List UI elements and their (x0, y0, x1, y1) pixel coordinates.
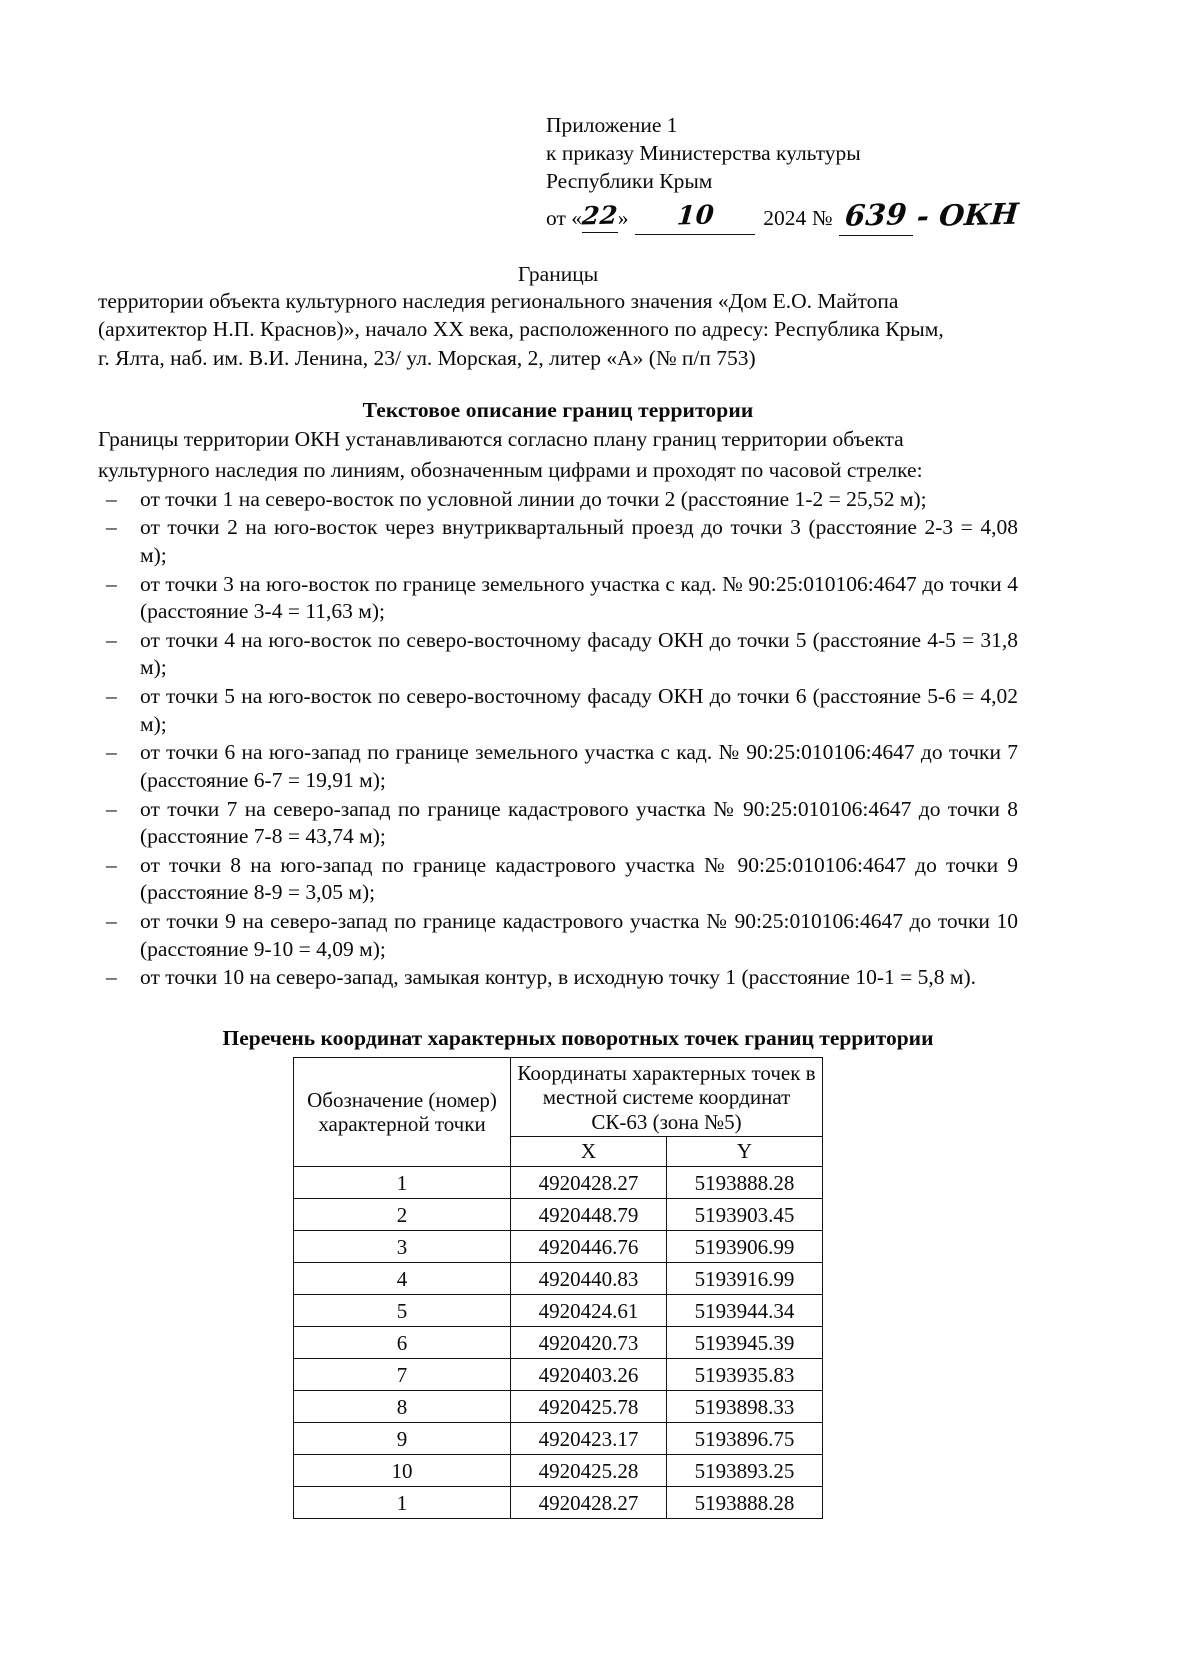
table-row (294, 1455, 823, 1487)
table-row (294, 1167, 823, 1199)
header-coordinates: Координаты характерных точек в местной системе координат СК-63 (зона №5) (511, 1057, 823, 1136)
header-x: X (511, 1137, 667, 1167)
title-body-line-2: (архитектор Н.П. Краснов)», начало XX века, расположенного по адресу: Республика Крым, (98, 317, 944, 342)
list-item (98, 486, 1018, 514)
dash-marker: – (106, 740, 117, 765)
list-item (98, 683, 1018, 738)
list-item-text: от точки 10 на северо-запад, замыкая контур, в исходную точку 1 (расстояние 10-1 = 5,8 м). (140, 965, 977, 990)
list-item (98, 514, 1018, 569)
cell-x: 4920420.73 (511, 1327, 667, 1359)
order-number-suffix: - ОКН (915, 196, 1020, 234)
cell-y: 5193903.45 (667, 1199, 823, 1231)
cell-y: 5193916.99 (667, 1263, 823, 1295)
cell-y: 5193888.28 (667, 1487, 823, 1519)
table-row (294, 1295, 823, 1327)
table-row (294, 1199, 823, 1231)
appendix-line-3: Республики Крым (546, 168, 713, 193)
cell-x: 4920428.27 (511, 1487, 667, 1519)
cell-x: 4920425.78 (511, 1391, 667, 1423)
dash-marker: – (106, 571, 117, 596)
month-slot (635, 200, 755, 235)
dash-marker: – (106, 796, 117, 821)
dash-marker: – (106, 965, 117, 990)
list-item-text: от точки 7 на северо-запад по границе кадастрового участка № 90:25:010106:4647 до точки 8 (расстояние 7-8 = 43,74 м); (140, 796, 1018, 849)
cell-x: 4920440.83 (511, 1263, 667, 1295)
cell-y: 5193896.75 (667, 1423, 823, 1455)
cell-x: 4920428.27 (511, 1167, 667, 1199)
day-slot (582, 200, 618, 234)
dash-marker: – (106, 627, 117, 652)
list-item (98, 796, 1018, 851)
cell-point: 10 (294, 1455, 511, 1487)
cell-point: 7 (294, 1359, 511, 1391)
cell-y: 5193945.39 (667, 1327, 823, 1359)
appendix-line-2: к приказу Министерства культуры (546, 140, 861, 165)
cell-x: 4920403.26 (511, 1359, 667, 1391)
cell-y: 5193898.33 (667, 1391, 823, 1423)
list-item-text: от точки 3 на юго-восток по границе земельного участка с кад. № 90:25:010106:4647 до точки 4 (расстояние 3-4 = 11,63 м); (140, 571, 1018, 624)
order-date-line (546, 197, 1018, 236)
dash-marker: – (106, 909, 117, 934)
list-item (98, 908, 1018, 963)
cell-y: 5193944.34 (667, 1295, 823, 1327)
list-item (98, 852, 1018, 907)
dash-marker: – (106, 852, 117, 877)
table-row (294, 1359, 823, 1391)
cell-point: 6 (294, 1327, 511, 1359)
cell-point: 1 (294, 1487, 511, 1519)
table-row (294, 1263, 823, 1295)
document-title: Границы (517, 261, 599, 286)
appendix-header (546, 112, 1018, 236)
table-row (294, 1423, 823, 1455)
appendix-line-1: Приложение 1 (546, 113, 678, 137)
list-item-text: от точки 9 на северо-запад по границе кадастрового участка № 90:25:010106:4647 до точки 10 (расстояние 9-10 = 4,09 м); (140, 909, 1018, 961)
day-handwritten: 22 (580, 200, 620, 231)
list-item (98, 627, 1018, 682)
date-prefix: от « (546, 205, 582, 230)
cell-point: 4 (294, 1263, 511, 1295)
list-item (98, 571, 1018, 626)
table-row (294, 1391, 823, 1423)
coords-table-body (294, 1167, 823, 1519)
table-row (294, 1231, 823, 1263)
header-y: Y (667, 1137, 823, 1167)
list-item-text: от точки 5 на юго-восток по северо-восточному фасаду ОКН до точки 6 (расстояние 5-6 = 4,02 м); (140, 684, 1018, 736)
description-intro-line-2: культурного наследия по линиям, обозначенным цифрами и проходят по часовой стрелке: (98, 458, 923, 483)
cell-x: 4920446.76 (511, 1231, 667, 1263)
list-item (98, 739, 1018, 794)
list-item-text: от точки 1 на северо-восток по условной линии до точки 2 (расстояние 1-2 = 25,52 м); (140, 486, 927, 511)
cell-point: 5 (294, 1295, 511, 1327)
cell-y: 5193906.99 (667, 1231, 823, 1263)
title-body-line-1: территории объекта культурного наследия регионального значения «Дом Е.О. Майтопа (98, 288, 899, 313)
cell-x: 4920425.28 (511, 1455, 667, 1487)
cell-point: 2 (294, 1199, 511, 1231)
cell-x: 4920423.17 (511, 1423, 667, 1455)
coords-table-heading: Перечень координат характерных поворотных точек границ территории (222, 1025, 934, 1050)
cell-point: 8 (294, 1391, 511, 1423)
list-item (98, 964, 1018, 992)
table-row (294, 1327, 823, 1359)
description-heading: Текстовое описание границ территории (362, 398, 754, 423)
order-number-handwritten: 639 (843, 197, 909, 233)
cell-y: 5193888.28 (667, 1167, 823, 1199)
document-content (98, 112, 1018, 1519)
cell-y: 5193935.83 (667, 1359, 823, 1391)
cell-x: 4920424.61 (511, 1295, 667, 1327)
table-header-row (294, 1057, 823, 1136)
dash-marker: – (106, 515, 117, 540)
coords-table (293, 1057, 823, 1519)
list-item-text: от точки 6 на юго-запад по границе земельного участка с кад. № 90:25:010106:4647 до точки 7 (расстояние 6-7 = 19,91 м); (140, 740, 1018, 792)
list-item-text: от точки 4 на юго-восток по северо-восточному фасаду ОКН до точки 5 (расстояние 4-5 = 31,8 м); (140, 627, 1018, 680)
cell-point: 9 (294, 1423, 511, 1455)
table-row (294, 1487, 823, 1519)
border-description-list (98, 486, 1018, 992)
month-handwritten: 10 (675, 200, 716, 232)
dash-marker: – (106, 684, 117, 709)
header-point-number: Обозначение (номер) характерной точки (294, 1057, 511, 1166)
title-body-line-3: г. Ялта, наб. им. В.И. Ленина, 23/ ул. Морская, 2, литер «А» (№ п/п 753) (98, 345, 756, 370)
cell-point: 1 (294, 1167, 511, 1199)
number-sign: № (811, 205, 833, 230)
cell-point: 3 (294, 1231, 511, 1263)
list-item-text: от точки 2 на юго-восток через внутриквартальный проезд до точки 3 (расстояние 2-3 = 4,08 м); (140, 515, 1018, 567)
cell-x: 4920448.79 (511, 1199, 667, 1231)
order-number-slot (839, 197, 913, 236)
cell-y: 5193893.25 (667, 1455, 823, 1487)
list-item-text: от точки 8 на юго-запад по границе кадастрового участка № 90:25:010106:4647 до точки 9 (расстояние 8-9 = 3,05 м); (140, 852, 1018, 905)
dash-marker: – (106, 486, 117, 511)
year-label: 2024 (763, 205, 807, 230)
quote-close: » (617, 205, 629, 230)
description-intro-line-1: Границы территории ОКН устанавливаются согласно плану границ территории объекта (98, 427, 904, 452)
